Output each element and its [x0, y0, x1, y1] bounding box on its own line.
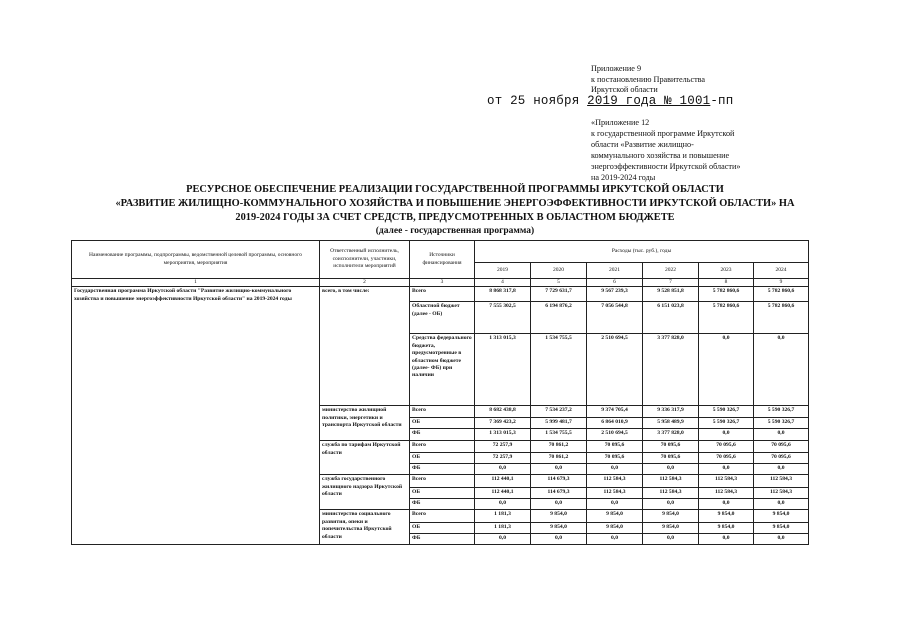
- amount-cell: 72 257,9: [475, 453, 531, 464]
- amount-cell: 0,0: [754, 534, 809, 545]
- funding-source-cell: ОБ: [410, 418, 475, 429]
- amount-cell: 5 782 860,6: [699, 302, 754, 334]
- amount-cell: 70 095,6: [754, 441, 809, 453]
- amount-cell: 0,0: [475, 534, 531, 545]
- amount-cell: 1 181,3: [475, 523, 531, 534]
- resolution-date-line: [487, 94, 733, 108]
- amount-cell: 5 958 489,9: [643, 418, 699, 429]
- column-index: 7: [643, 279, 699, 287]
- executor-cell: служба по тарифам Иркутской области: [320, 441, 410, 475]
- amount-cell: 5 590 326,7: [754, 418, 809, 429]
- funding-source-cell: ОБ: [410, 488, 475, 499]
- column-index: 1: [72, 279, 320, 287]
- column-index: 3: [410, 279, 475, 287]
- amount-cell: 9 854,0: [587, 523, 643, 534]
- title-line: 2019-2024 ГОДЫ ЗА СЧЕТ СРЕДСТВ, ПРЕДУСМОТРЕННЫХ В ОБЛАСТНОМ БЮДЖЕТЕ: [235, 212, 675, 224]
- header-year: 2019: [475, 263, 531, 279]
- amount-cell: 70 861,2: [531, 441, 587, 453]
- amount-cell: 6 194 876,2: [531, 302, 587, 334]
- funding-source-cell: Областной бюджет (далее - ОБ): [410, 302, 475, 334]
- amount-cell: 0,0: [699, 534, 754, 545]
- executor-cell: министерство жилищной политики, энергетики и транспорта Иркутской области: [320, 406, 410, 441]
- amount-cell: 0,0: [587, 464, 643, 475]
- header-year: 2023: [699, 263, 754, 279]
- amount-cell: 5 782 860,6: [754, 287, 809, 302]
- program-appendix-header: [591, 117, 801, 183]
- amount-cell: 0,0: [587, 499, 643, 510]
- amount-cell: 0,0: [699, 464, 754, 475]
- amount-cell: 7 056 544,8: [587, 302, 643, 334]
- amount-cell: 1 313 015,3: [475, 334, 531, 406]
- amount-cell: 112 584,3: [587, 475, 643, 488]
- amount-cell: 112 584,3: [699, 475, 754, 488]
- amount-cell: 112 584,3: [699, 488, 754, 499]
- funding-source-cell: Всего: [410, 406, 475, 418]
- amount-cell: 112 584,3: [643, 488, 699, 499]
- header-year: 2024: [754, 263, 809, 279]
- funding-source-cell: ФБ: [410, 499, 475, 510]
- appendix-line: к государственной программе Иркутской: [591, 129, 735, 138]
- amount-cell: 9 336 317,9: [643, 406, 699, 418]
- amount-cell: 9 854,0: [754, 510, 809, 523]
- column-index: 5: [531, 279, 587, 287]
- document-title: [60, 183, 850, 226]
- amount-cell: 112 584,3: [754, 475, 809, 488]
- amount-cell: 1 181,3: [475, 510, 531, 523]
- amount-cell: 112 440,1: [475, 475, 531, 488]
- appendix-line: энергоэффективности Иркутской области»: [591, 162, 741, 171]
- amount-cell: 9 854,0: [699, 510, 754, 523]
- amount-cell: 112 584,3: [754, 488, 809, 499]
- appendix-line: на 2019-2024 годы: [591, 173, 656, 182]
- amount-cell: 5 782 860,6: [699, 287, 754, 302]
- amount-cell: 7 369 423,2: [475, 418, 531, 429]
- funding-source-cell: ФБ: [410, 464, 475, 475]
- amount-cell: 9 854,0: [643, 510, 699, 523]
- appendix-header: [591, 64, 791, 96]
- amount-cell: 1 534 755,5: [531, 334, 587, 406]
- amount-cell: 0,0: [643, 499, 699, 510]
- amount-cell: 7 555 302,5: [475, 302, 531, 334]
- amount-cell: 0,0: [699, 334, 754, 406]
- header-name: Наименование программы, подпрограммы, ведомственной целевой программы, основного мероприятия, мероприятия: [72, 241, 320, 279]
- amount-cell: 70 095,6: [587, 453, 643, 464]
- title-line: РЕСУРСНОЕ ОБЕСПЕЧЕНИЕ РЕАЛИЗАЦИИ ГОСУДАРСТВЕННОЙ ПРОГРАММЫ ИРКУТСКОЙ ОБЛАСТИ: [186, 184, 724, 195]
- amount-cell: 9 854,0: [643, 523, 699, 534]
- amount-cell: 0,0: [531, 499, 587, 510]
- amount-cell: 70 095,6: [754, 453, 809, 464]
- funding-source-cell: ОБ: [410, 453, 475, 464]
- amount-cell: 114 679,3: [531, 475, 587, 488]
- header-executor: Ответственный исполнитель, соисполнители, участники, исполнители мероприятий: [320, 241, 410, 279]
- amount-cell: 112 584,3: [587, 488, 643, 499]
- amount-cell: 70 095,6: [699, 441, 754, 453]
- amount-cell: 9 854,0: [699, 523, 754, 534]
- column-index: 2: [320, 279, 410, 287]
- amount-cell: 70 095,6: [699, 453, 754, 464]
- funding-source-cell: Средства федерального бюджета, предусмотренные в областном бюджете (далее- ФБ) при наличии: [410, 334, 475, 406]
- amount-cell: 6 864 010,9: [587, 418, 643, 429]
- amount-cell: 0,0: [699, 499, 754, 510]
- amount-cell: 0,0: [475, 499, 531, 510]
- executor-cell: всего, в том числе:: [320, 287, 410, 406]
- table-row: [72, 287, 809, 302]
- amount-cell: 5 590 326,7: [699, 418, 754, 429]
- column-index: 6: [587, 279, 643, 287]
- header-year: 2021: [587, 263, 643, 279]
- header-source: Источники финансирования: [410, 241, 475, 279]
- amount-cell: 0,0: [643, 534, 699, 545]
- executor-cell: министерство социального развития, опеки и попечительства Иркутской области: [320, 510, 410, 545]
- appendix-line: Приложение 9: [591, 64, 642, 73]
- amount-cell: 0,0: [531, 464, 587, 475]
- resolution-suffix: -пп: [710, 94, 734, 108]
- header-costs: Расходы (тыс. руб.), годы: [475, 241, 809, 263]
- amount-cell: 1 534 755,5: [531, 429, 587, 441]
- amount-cell: 9 854,0: [531, 523, 587, 534]
- amount-cell: 7 534 237,2: [531, 406, 587, 418]
- amount-cell: 2 510 694,5: [587, 334, 643, 406]
- executor-cell: служба государственного жилищного надзора Иркутской области: [320, 475, 410, 510]
- program-name-cell: Государственная программа Иркутской области "Развитие жилищно-коммунального хозяйства и повышение энергоэффективности Иркутской области" на 2019-2024 годы: [72, 287, 320, 545]
- amount-cell: 0,0: [475, 464, 531, 475]
- header-year: 2022: [643, 263, 699, 279]
- appendix-line: к постановлению Правительства: [591, 74, 706, 84]
- amount-cell: 5 999 481,7: [531, 418, 587, 429]
- amount-cell: 2 510 694,5: [587, 429, 643, 441]
- amount-cell: 70 095,6: [643, 441, 699, 453]
- amount-cell: 6 151 023,8: [643, 302, 699, 334]
- column-index: 9: [754, 279, 809, 287]
- document-subtitle: (далее - государственная программа): [375, 226, 535, 236]
- amount-cell: 3 377 828,0: [643, 429, 699, 441]
- funding-source-cell: ФБ: [410, 534, 475, 545]
- resource-table: [71, 240, 809, 545]
- amount-cell: 0,0: [699, 429, 754, 441]
- amount-cell: 0,0: [531, 534, 587, 545]
- amount-cell: 9 854,0: [754, 523, 809, 534]
- amount-cell: 0,0: [587, 534, 643, 545]
- title-line: «РАЗВИТИЕ ЖИЛИЩНО-КОММУНАЛЬНОГО ХОЗЯЙСТВА И ПОВЫШЕНИЕ ЭНЕРГОЭФФЕКТИВНОСТИ ИРКУТСКОЙ ОБЛАСТИ» НА: [115, 198, 795, 210]
- appendix-line: коммунального хозяйства и повышение: [591, 151, 730, 160]
- amount-cell: 7 729 631,7: [531, 287, 587, 302]
- amount-cell: 70 095,6: [643, 453, 699, 464]
- amount-cell: 9 854,0: [587, 510, 643, 523]
- amount-cell: 9 374 705,4: [587, 406, 643, 418]
- appendix-line: Иркутской области: [591, 85, 658, 95]
- resolution-number: 2019 года № 1001: [587, 94, 711, 108]
- column-index-row: [72, 279, 809, 287]
- amount-cell: 0,0: [643, 464, 699, 475]
- amount-cell: 72 257,9: [475, 441, 531, 453]
- amount-cell: 3 377 828,0: [643, 334, 699, 406]
- funding-source-cell: Всего: [410, 287, 475, 302]
- header-year: 2020: [531, 263, 587, 279]
- funding-source-cell: Всего: [410, 475, 475, 488]
- column-index: 4: [475, 279, 531, 287]
- funding-source-cell: ФБ: [410, 429, 475, 441]
- amount-cell: 8 682 438,8: [475, 406, 531, 418]
- funding-source-cell: Всего: [410, 510, 475, 523]
- amount-cell: 8 868 317,8: [475, 287, 531, 302]
- column-index: 8: [699, 279, 754, 287]
- amount-cell: 114 679,3: [531, 488, 587, 499]
- amount-cell: 1 313 015,3: [475, 429, 531, 441]
- amount-cell: 0,0: [754, 334, 809, 406]
- amount-cell: 5 590 326,7: [699, 406, 754, 418]
- funding-source-cell: ОБ: [410, 523, 475, 534]
- amount-cell: 70 095,6: [587, 441, 643, 453]
- amount-cell: 112 440,1: [475, 488, 531, 499]
- amount-cell: 70 861,2: [531, 453, 587, 464]
- amount-cell: 0,0: [754, 464, 809, 475]
- amount-cell: 112 584,3: [643, 475, 699, 488]
- amount-cell: 0,0: [754, 499, 809, 510]
- appendix-line: «Приложение 12: [591, 118, 650, 127]
- appendix-line: области «Развитие жилищно-: [591, 140, 694, 149]
- funding-source-cell: Всего: [410, 441, 475, 453]
- amount-cell: 5 590 326,7: [754, 406, 809, 418]
- resolution-date-prefix: от 25 ноября: [487, 94, 588, 108]
- amount-cell: 9 567 239,3: [587, 287, 643, 302]
- amount-cell: 0,0: [754, 429, 809, 441]
- amount-cell: 9 528 851,8: [643, 287, 699, 302]
- amount-cell: 5 782 860,6: [754, 302, 809, 334]
- amount-cell: 9 854,0: [531, 510, 587, 523]
